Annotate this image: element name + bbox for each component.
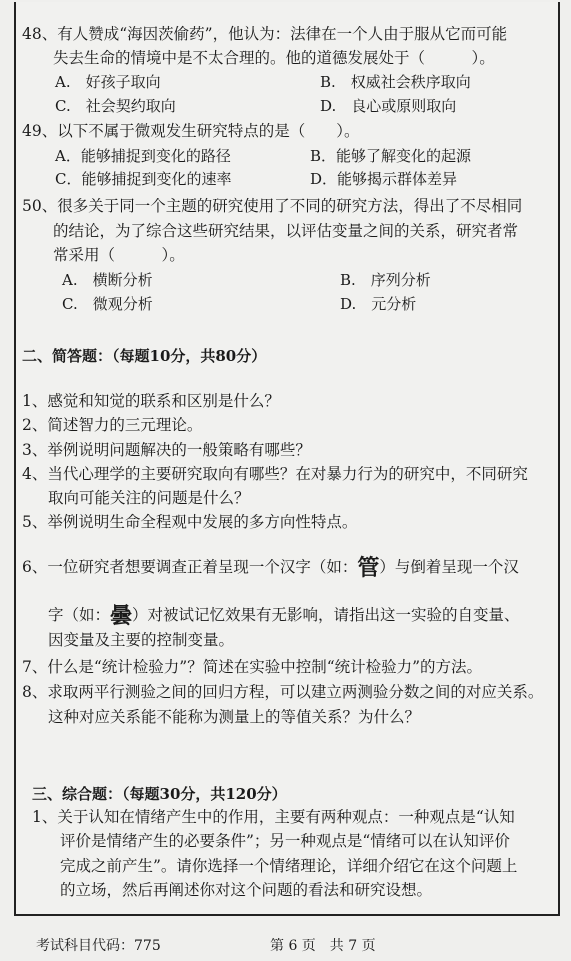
section2-q6-line1 bbox=[22, 555, 519, 581]
example-char-inverted: 曇 bbox=[110, 603, 133, 629]
section2-q8-line1: 8、求取两平行测验之间的回归方程，可以建立两测验分数之间的对应关系。 bbox=[22, 683, 544, 701]
section2-q6-line2 bbox=[48, 603, 520, 629]
example-char-upright: 管 bbox=[357, 555, 380, 581]
section2-q4-line2: 取向可能关注的问题是什么？ bbox=[48, 489, 250, 507]
q48-line1: 48、有人赞成“海因茨偷药”，他认为：法律在一个人由于服从它而可能 bbox=[22, 25, 508, 43]
section3-q1-line1: 1、关于认知在情绪产生中的作用，主要有两种观点：一种观点是“认知 bbox=[32, 808, 515, 826]
section2-q6-text-b: ）与倒着呈现一个汉 bbox=[379, 558, 519, 576]
section2-title: 二、简答题：（每题10分，共80分） bbox=[22, 347, 267, 365]
section2-q2: 2、简述智力的三元理论。 bbox=[22, 416, 203, 434]
q49-option-c: C．能够捕捉到变化的速率 bbox=[55, 170, 232, 188]
q49-option-d: D．能够揭示群体差异 bbox=[310, 170, 458, 188]
section3-q1-line2: 评价是情绪产生的必要条件”；另一种观点是“情绪可以在认知评价 bbox=[60, 832, 510, 850]
section3-q1-line3: 完成之前产生”。请你选择一个情绪理论，详细介绍它在这个问题上 bbox=[60, 857, 518, 875]
section2-q6-text-a: 6、一位研究者想要调查正着呈现一个汉字（如： bbox=[22, 558, 358, 576]
q48-option-d: D. 良心或原则取向 bbox=[320, 97, 457, 115]
section2-q1: 1、感觉和知觉的联系和区别是什么？ bbox=[22, 392, 280, 410]
q49-option-a: A．能够捕捉到变化的路径 bbox=[55, 147, 231, 165]
section2-q5: 5、举例说明生命全程观中发展的多方向性特点。 bbox=[22, 513, 358, 531]
q49-option-b: B．能够了解变化的起源 bbox=[310, 147, 472, 165]
section2-q7: 7、什么是“统计检验力”？简述在实验中控制“统计检验力”的方法。 bbox=[22, 658, 483, 676]
section2-q6-text-d: ）对被试记忆效果有无影响，请指出这一实验的自变量、 bbox=[132, 606, 520, 624]
section2-q4-line1: 4、当代心理学的主要研究取向有哪些？在对暴力行为的研究中，不同研究 bbox=[22, 465, 528, 483]
exam-code: 考试科目代码：775 bbox=[36, 938, 161, 954]
section2-q3: 3、举例说明问题解决的一般策略有哪些？ bbox=[22, 441, 311, 459]
q50-option-c: C. 微观分析 bbox=[62, 295, 153, 313]
q48-option-a: A. 好孩子取向 bbox=[55, 73, 161, 91]
q50-line2: 的结论，为了综合这些研究结果，以评估变量之间的关系，研究者常 bbox=[53, 222, 519, 240]
section3-title: 三、综合题：（每题30分，共120分） bbox=[32, 785, 287, 803]
q50-option-b: B. 序列分析 bbox=[340, 271, 431, 289]
q50-line3: 常采用（ ）。 bbox=[53, 246, 185, 264]
section2-q6-text-c: 字（如： bbox=[48, 606, 111, 624]
section2-q6-line3: 因变量及主要的控制变量。 bbox=[48, 631, 235, 649]
page-number: 第 6 页 共 7 页 bbox=[270, 938, 376, 954]
q48-option-c: C. 社会契约取向 bbox=[55, 97, 176, 115]
q48-option-b: B. 权威社会秩序取向 bbox=[320, 73, 471, 91]
q48-line2: 失去生命的情境中是不太合理的。他的道德发展处于（ ）。 bbox=[53, 49, 495, 67]
section3-q1-line4: 的立场，然后再阐述你对这个问题的看法和研究设想。 bbox=[60, 881, 433, 899]
q49-line1: 49、以下不属于微观发生研究特点的是（ ）。 bbox=[22, 122, 360, 140]
q50-option-a: A. 横断分析 bbox=[62, 271, 153, 289]
q50-option-d: D. 元分析 bbox=[340, 295, 417, 313]
section2-q8-line2: 这种对应关系能不能称为测量上的等值关系？为什么？ bbox=[48, 708, 421, 726]
q50-line1: 50、很多关于同一个主题的研究使用了不同的研究方法，得出了不尽相同 bbox=[22, 197, 523, 215]
